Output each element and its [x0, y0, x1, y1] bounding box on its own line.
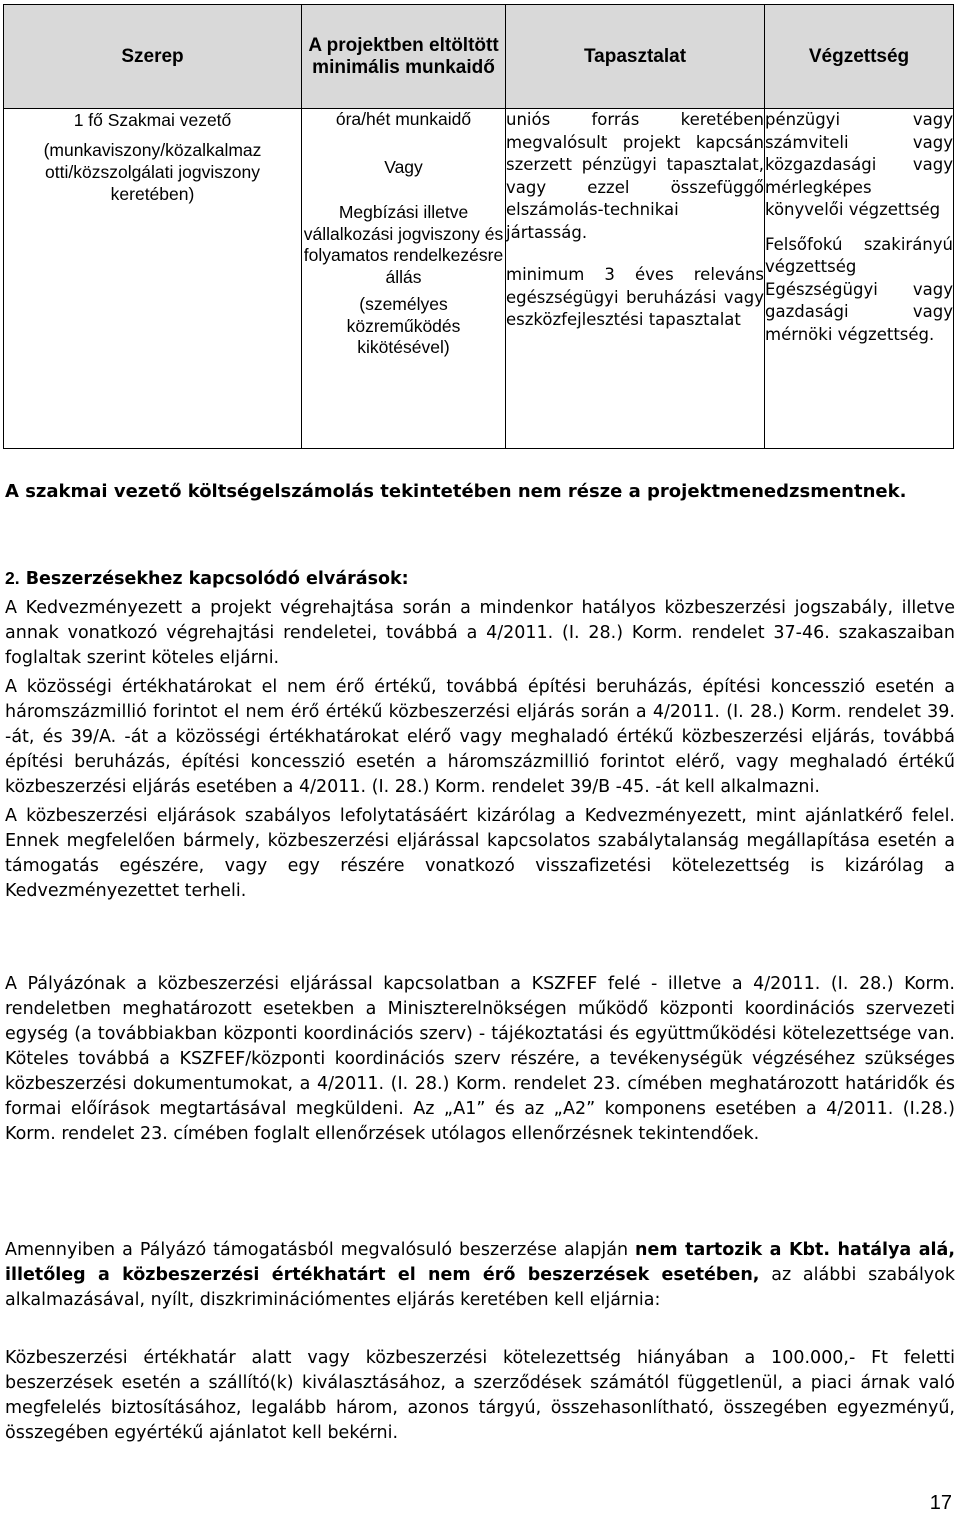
worktime-personal: (személyes közreműködés kikötésével) [346, 294, 461, 357]
paragraph-1: A Kedvezményezett a projekt végrehajtása során a mindenkor hatályos közbeszerzési jogszabály, illetve annak vonatkozó végrehajtási rendeletei, továbbá a 4/2011. (I. 28.) Korm. rendelet 37-46. szakaszaiban foglaltak szerint köteles eljárni. [5, 598, 955, 668]
paragraph-5 [5, 1238, 955, 1313]
worktime-cell [302, 109, 506, 449]
paragraph-6-block [5, 1346, 955, 1446]
paragraph-5-bold: nem tartozik a Kbt. hatálya alá, illetőleg a közbeszerzési értékhatárt el nem érő beszerzések esetében, [5, 1240, 955, 1285]
note-paragraph [5, 479, 955, 505]
page-number: 17 [929, 1492, 952, 1514]
table-header-row [4, 5, 954, 109]
section-title: Beszerzésekhez kapcsolódó elvárások: [25, 569, 409, 589]
paragraph-4: A Pályázónak a közbeszerzési eljárással kapcsolatban a KSZFEF felé - illetve a 4/2011. (I. 28.) Korm. rendeletben meghatározott esetekben a Miniszterelnökségen működő központi koordinációs szervezeti egység (a továbbiakban központi koordinációs szerv) - tájékoztatási és együttműködési kötelezettsége van. Köteles továbbá a KSZFEF/központi koordinációs szerv részére, a tevékenységük végzéséhez szükséges közbeszerzési dokumentumokat, a 4/2011. (I. 28.) Korm. rendelet 23. címében meghatározott határidők és formai előírások megtartásával megküldeni. Az „A1” és az „A2” komponens esetében a 4/2011. (I.28.) Korm. rendelet 23. címében foglalt ellenőrzések utólagos ellenőrzésnek tekintendőek. [5, 974, 955, 1144]
section-body [5, 566, 955, 904]
header-education: Végzettség [765, 5, 954, 109]
education-cell [765, 109, 954, 449]
paragraph-2: A közösségi értékhatárokat el nem érő értékű, továbbá építési beruházás, építési koncesszió esetén a háromszázmillió forintot el nem érő értékű közbeszerzési eljárás során a 4/2011. (I. 28.) Korm. rendelet 39. -át, és 39/A. -át a közösségi értékhatárokat elérő vagy meghaladó értékű közbeszerzési eljárás, továbbá építési beruházás, építési koncesszió esetén a háromszázmillió forintot elérő, vagy meghaladó értékű közbeszerzési eljárás esetében a 4/2011. (I. 28.) Korm. rendelet 39/B -45. -át kell alkalmazni. [5, 677, 955, 797]
education-higher: Felsőfokú szakirányú végzettség Egészségügyi vagy gazdasági vagy mérnöki végzettség. [765, 234, 953, 344]
section-number: 2. [5, 568, 20, 588]
worktime-contract: Megbízási illetve vállalkozási jogviszony és folyamatos rendelkezésre állás [303, 202, 504, 287]
paragraph-6: Közbeszerzési értékhatár alatt vagy közbeszerzési kötelezettség hiányában a 100.000,- Ft feletti beszerzések esetén a szállító(k) kiválasztásához, a szerződések számától függetlenül, a piaci árnak való megfelelés biztosításához, legalább három, azonos tárgyú, összehasonlítható, összegében egyezményű, összegében egyértékű ajánlatot kell bekérni. [5, 1348, 955, 1443]
worktime-or: Vagy [384, 156, 423, 177]
header-experience: Tapasztalat [506, 5, 765, 109]
role-title: 1 fő Szakmai vezető [73, 110, 232, 130]
role-cell [4, 109, 302, 449]
note-text: A szakmai vezető költségelszámolás tekintetében nem része a projektmenedzsmentnek. [5, 481, 907, 502]
section-heading [5, 566, 955, 592]
experience-cell [506, 109, 765, 449]
experience-health: minimum 3 éves releváns egészségügyi beruházási vagy eszközfejlesztési tapasztalat [506, 265, 764, 329]
role-detail: (munkaviszony/közalkalmaz otti/közszolgálati jogviszony keretében) [43, 140, 262, 204]
header-min-worktime: A projektben eltöltött minimális munkaidő [302, 5, 506, 109]
paragraph-5-start: Amennyiben a Pályázó támogatásból megvalósuló beszerzése alapján [5, 1240, 636, 1260]
paragraph-3: A közbeszerzési eljárások szabályos lefolytatásáért kizárólag a Kedvezményezett, mint ajánlatkérő felel. Ennek megfelelően bármely, közbeszerzési eljárással kapcsolatos szabálytalanság megállapítása esetén a támogatás egészére, vagy egy részére vonatkozó visszafizetési kötelezettség is kizárólag a Kedvezményezettet terheli. [5, 806, 955, 901]
table-row [4, 109, 954, 449]
education-financial: pénzügyi vagy számviteli vagy közgazdasági vagy mérlegképes könyvelői végzettség [765, 110, 953, 219]
paragraph-5-end: az alábbi szabályok alkalmazásával, nyílt, diszkriminációmentes eljárás keretében kell eljárnia: [5, 1265, 956, 1310]
requirements-table [3, 4, 954, 449]
experience-financial: uniós forrás keretében megvalósult projekt kapcsán szerzett pénzügyi tapasztalat, vagy ezzel összefüggő elszámolás-technikai jártasság. [506, 110, 764, 242]
paragraph-4-block [5, 972, 955, 1147]
worktime-hours: óra/hét munkaidő [335, 109, 472, 129]
header-role: Szerep [4, 5, 302, 109]
paragraph-5-block [5, 1238, 955, 1313]
